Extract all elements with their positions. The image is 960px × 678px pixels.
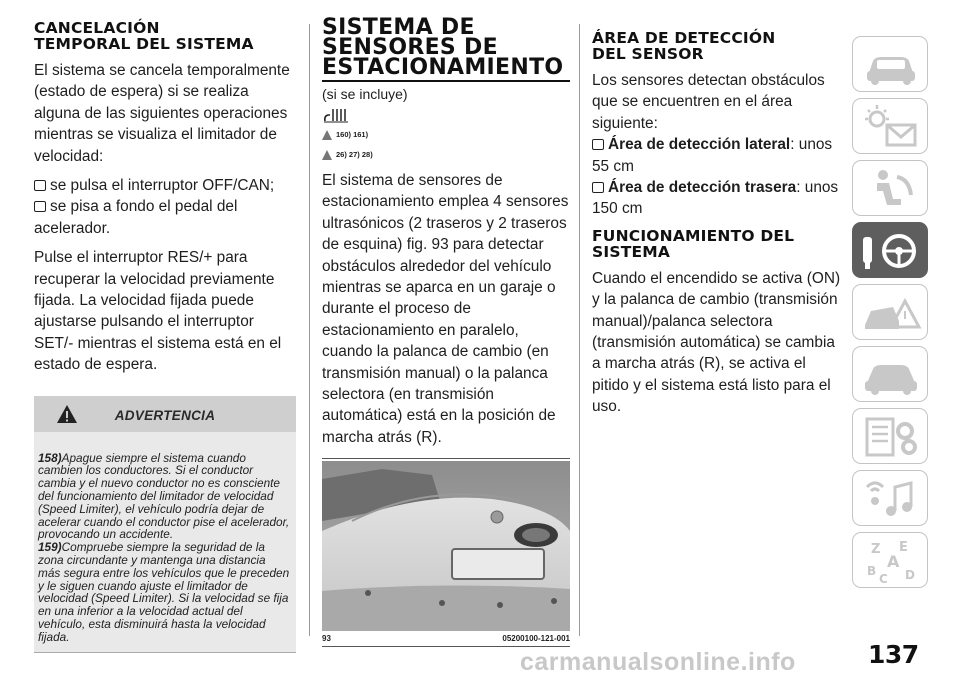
- column-divider: [579, 24, 580, 636]
- tab-emergencia[interactable]: [852, 284, 928, 340]
- references-row: [322, 148, 570, 166]
- paragraph-res-set: Pulse el interruptor RES/+ para recuperar la velocidad previamente fijada. La velocidad fijada puede ajustarse pulsando el interruptor SET/- mientras el sistema está en el estado de espera.: [34, 249, 282, 374]
- heading-line: SENSORES DE: [322, 35, 498, 60]
- subtitle: (si se incluye): [322, 86, 408, 102]
- column-cancelacion: [34, 14, 296, 653]
- figure-car-rear-image: [322, 461, 570, 631]
- checkbox-bullet-icon: [34, 201, 46, 212]
- paragraph-sensores: El sistema de sensores de estacionamiento emplea 4 sensores ultrasónicos (2 traseros y 2 traseros de esquina) fig. 93 para detectar obstáculos alrededor del vehículo mientras se aparca en un garaje o durante el proceso de estacionamiento en paralelo, cuando la palanca de cambio (en transmisión manual) o la palanca selectora (en transmisión automática) está en la posición de marcha atrás (R).: [322, 172, 569, 446]
- references-row: [322, 128, 570, 146]
- warning-title: ADVERTENCIA: [114, 407, 216, 423]
- car-dashboard-icon: [853, 37, 929, 93]
- tab-testigos[interactable]: [852, 98, 928, 154]
- reference-note-icon: [322, 150, 332, 160]
- technical-data-icon: [853, 409, 929, 465]
- svg-text:C: C: [879, 572, 888, 586]
- tab-seguridad[interactable]: [852, 160, 928, 216]
- car-rear-illustration: [322, 461, 570, 631]
- svg-text:Z: Z: [871, 542, 881, 557]
- heading-line: SISTEMA: [592, 242, 671, 261]
- warning-item: 158)Apague siempre el sistema cuando cambien los conductores. Si el conductor cambia y el nuevo conductor no es consciente del funcionamiento del limitador de velocidad (Speed Limiter), el vehículo podría dejar de acelerar cuando el conductor pise el acelerador, provocando un accidente.: [38, 450, 290, 542]
- checkbox-bullet-icon: [592, 182, 604, 193]
- car-maintenance-icon: [853, 347, 929, 403]
- tab-conocimiento-vehiculo[interactable]: [852, 36, 928, 92]
- tab-multimedia[interactable]: [852, 470, 928, 526]
- figure-93: [322, 458, 570, 647]
- sensor-icon-row: [322, 106, 570, 124]
- checkbox-bullet-icon: [592, 139, 604, 150]
- watermark-text: carmanualsonline.info: [520, 648, 796, 676]
- heading-line: SISTEMA DE: [322, 15, 475, 40]
- heading-line: CANCELACIÓN: [34, 19, 160, 37]
- paragraph-funcionamiento: Cuando el encendido se activa (ON) y la palanca de cambio (transmisión manual)/palanca selectora (transmisión automática) se cambia a marcha atrás (R), se activa el pitido y el sistema está listo para el uso.: [592, 269, 841, 416]
- heading-line: ESTACIONAMIENTO: [322, 55, 564, 80]
- heading-funcionamiento: [592, 228, 842, 260]
- figure-code: 05200100-121-001: [502, 634, 570, 644]
- column-sensores: [322, 14, 570, 647]
- heading-line: ÁREA DE DETECCIÓN: [592, 29, 776, 47]
- paragraph-cancel-intro: El sistema se cancela temporalmente (estado de espera) si se realiza alguna de las siguientes operaciones mientras se visualiza el limitador de velocidad:: [34, 62, 290, 165]
- page-number: 137: [868, 640, 919, 669]
- svg-text:B: B: [867, 564, 877, 578]
- heading-sensores: [322, 15, 570, 80]
- figure-number: 93: [322, 634, 331, 644]
- checkbox-bullet-icon: [34, 180, 46, 191]
- svg-text:A: A: [887, 552, 900, 571]
- figure-top-rule: [322, 458, 570, 459]
- column-deteccion: [592, 14, 842, 426]
- tab-indice[interactable]: [852, 532, 928, 588]
- heading-area-deteccion: [592, 30, 842, 62]
- heading-line: DEL SENSOR: [592, 45, 704, 63]
- heading-line: FUNCIONAMIENTO DEL: [592, 226, 795, 245]
- bullet-item: se pisa a fondo el pedal del acelerador.: [34, 198, 238, 237]
- emergency-triangle-car-icon: [853, 285, 929, 341]
- heading-line: TEMPORAL DEL SISTEMA: [34, 35, 254, 53]
- parking-sensor-icon: [322, 106, 352, 124]
- bullet-item: Área de detección trasera: unos 150 cm: [592, 179, 839, 218]
- heading-cancelacion: [34, 20, 296, 52]
- svg-text:E: E: [899, 540, 908, 555]
- tab-mantenimiento[interactable]: [852, 346, 928, 402]
- warning-box: [34, 396, 296, 653]
- heading-rule: [322, 80, 570, 82]
- multimedia-icon: [853, 471, 929, 527]
- tab-datos-tecnicos[interactable]: [852, 408, 928, 464]
- seat-safety-icon: [853, 161, 929, 217]
- note-refs: 26) 27) 28): [336, 150, 373, 159]
- bullet-item: se pulsa el interruptor OFF/CAN;: [34, 175, 296, 196]
- warning-refs: 160) 161): [336, 130, 369, 139]
- bullet-item: Área de detección lateral: unos 55 cm: [592, 136, 833, 175]
- warning-item: 159)Compruebe siempre la seguridad de la zona circundante y mantenga una distancia más segura entre los vehículos que le preceden y le siguen cuando ajuste el limitador de velocidad (Speed Limiter). Si la velocidad se fija en una inferior a la velocidad actual del vehículo, esta disminuirá hasta la velocidad fijada.: [38, 540, 290, 644]
- key-steering-wheel-icon: [853, 223, 929, 279]
- warning-body: [34, 432, 296, 652]
- tab-arranque-conduccion[interactable]: [852, 222, 928, 278]
- warning-header: [34, 396, 296, 432]
- index-icon: [853, 533, 929, 589]
- paragraph-area-intro: Los sensores detectan obstáculos que se encuentren en el área siguiente:: [592, 72, 825, 132]
- column-divider: [309, 24, 310, 636]
- section-tabs: [852, 36, 928, 594]
- figure-caption: [322, 634, 570, 646]
- svg-text:D: D: [905, 568, 915, 582]
- warning-lights-icon: [853, 99, 929, 155]
- reference-warning-icon: [322, 130, 332, 140]
